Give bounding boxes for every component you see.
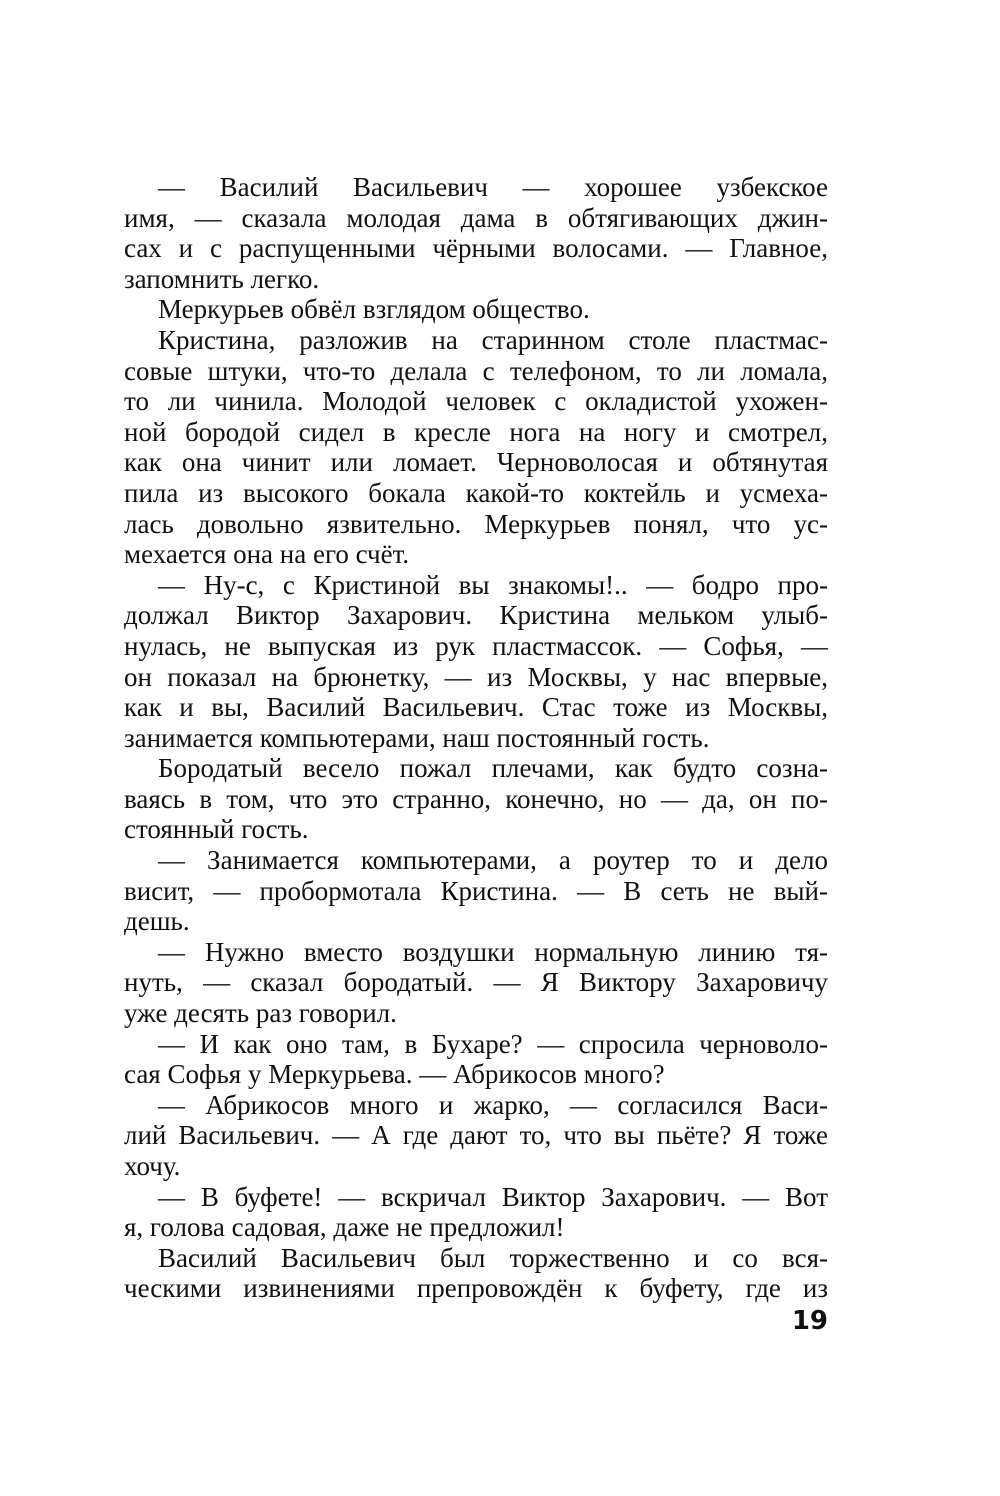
text-line: уже десять раз говорил. — [124, 998, 397, 1029]
text-line: — В буфете! — вскричал Виктор Захарович. — Вот — [158, 1181, 828, 1212]
text-line: пила из высокого бокала какой-то коктейль и усмеха- — [124, 477, 828, 508]
paragraph — [124, 294, 828, 325]
text-line: Василий Васильевич был торжественно и со вся- — [158, 1242, 828, 1273]
paragraph — [124, 1182, 828, 1243]
text-line: Бородатый весело пожал плечами, как будто созна- — [158, 753, 828, 784]
text-line: как она чинит или ломает. Черноволосая и обтянутая — [124, 447, 828, 478]
paragraph — [124, 753, 828, 845]
text-line: — Ну-с, с Кристиной вы знакомы!.. — бодро про- — [158, 569, 828, 600]
text-line: совые штуки, что-то делала с телефоном, то ли ломала, — [124, 355, 828, 386]
paragraph — [124, 1243, 828, 1304]
text-line: — И как оно там, в Бухаре? — спросила черноволо- — [158, 1028, 828, 1059]
text-line: имя, — сказала молодая дама в обтягивающих джин- — [124, 202, 828, 233]
text-line: занимается компьютерами, наш постоянный гость. — [124, 722, 710, 753]
text-line: — Занимается компьютерами, а роутер то и дело — [158, 845, 828, 876]
text-line: сая Софья у Меркурьева. — Абрикосов много? — [124, 1059, 665, 1090]
paragraph — [124, 570, 828, 754]
text-line: — Абрикосов много и жарко, — согласился Васи- — [158, 1089, 828, 1120]
paragraph — [124, 937, 828, 1029]
text-line: хочу. — [124, 1151, 181, 1181]
page-number: 19 — [791, 1306, 828, 1336]
paragraph — [124, 845, 828, 937]
text-line: запомнить легко. — [124, 263, 320, 294]
text-line: я, голова садовая, даже не предложил! — [124, 1212, 565, 1243]
text-line: Кристина, разложив на старинном столе пластмас- — [158, 324, 828, 355]
text-line: как и вы, Василий Васильевич. Стас тоже из Москвы, — [124, 692, 828, 723]
text-line: мехается она на его счёт. — [124, 539, 410, 570]
text-line: то ли чинила. Молодой человек с окладистой ухожен- — [124, 386, 828, 417]
text-line: сах и с распущенными чёрными волосами. — Главное, — [124, 233, 828, 264]
text-line: ваясь в том, что это странно, конечно, но — да, он по- — [124, 783, 828, 814]
paragraph — [124, 1029, 828, 1090]
paragraph — [124, 172, 828, 294]
paragraph — [124, 1090, 828, 1182]
text-line: — Нужно вместо воздушки нормальную линию тя- — [158, 936, 828, 967]
text-line: ной бородой сидел в кресле нога на ногу и смотрел, — [124, 416, 828, 447]
paragraph — [124, 325, 828, 570]
text-line: — Василий Васильевич — хорошее узбекское — [158, 172, 828, 202]
text-line: Меркурьев обвёл взглядом общество. — [158, 294, 590, 325]
text-line: лий Васильевич. — А где дают то, что вы пьёте? Я тоже — [124, 1120, 828, 1151]
body-text — [124, 172, 828, 1304]
text-line: нулась, не выпуская из рук пластмассок. — Софья, — — [124, 630, 828, 661]
text-line: должал Виктор Захарович. Кристина мельком улыб- — [124, 600, 828, 631]
text-line: стоянный гость. — [124, 814, 309, 845]
text-line: висит, — пробормотала Кристина. — В сеть не вый- — [124, 875, 828, 906]
text-line: он показал на брюнетку, — из Москвы, у нас впервые, — [124, 661, 828, 692]
text-line: дешь. — [124, 906, 190, 937]
text-line: нуть, — сказал бородатый. — Я Виктору Захаровичу — [124, 967, 828, 998]
text-line: лась довольно язвительно. Меркурьев понял, что ус- — [124, 508, 828, 539]
text-line: ческими извинениями препровождён к буфету, где из — [124, 1273, 828, 1304]
